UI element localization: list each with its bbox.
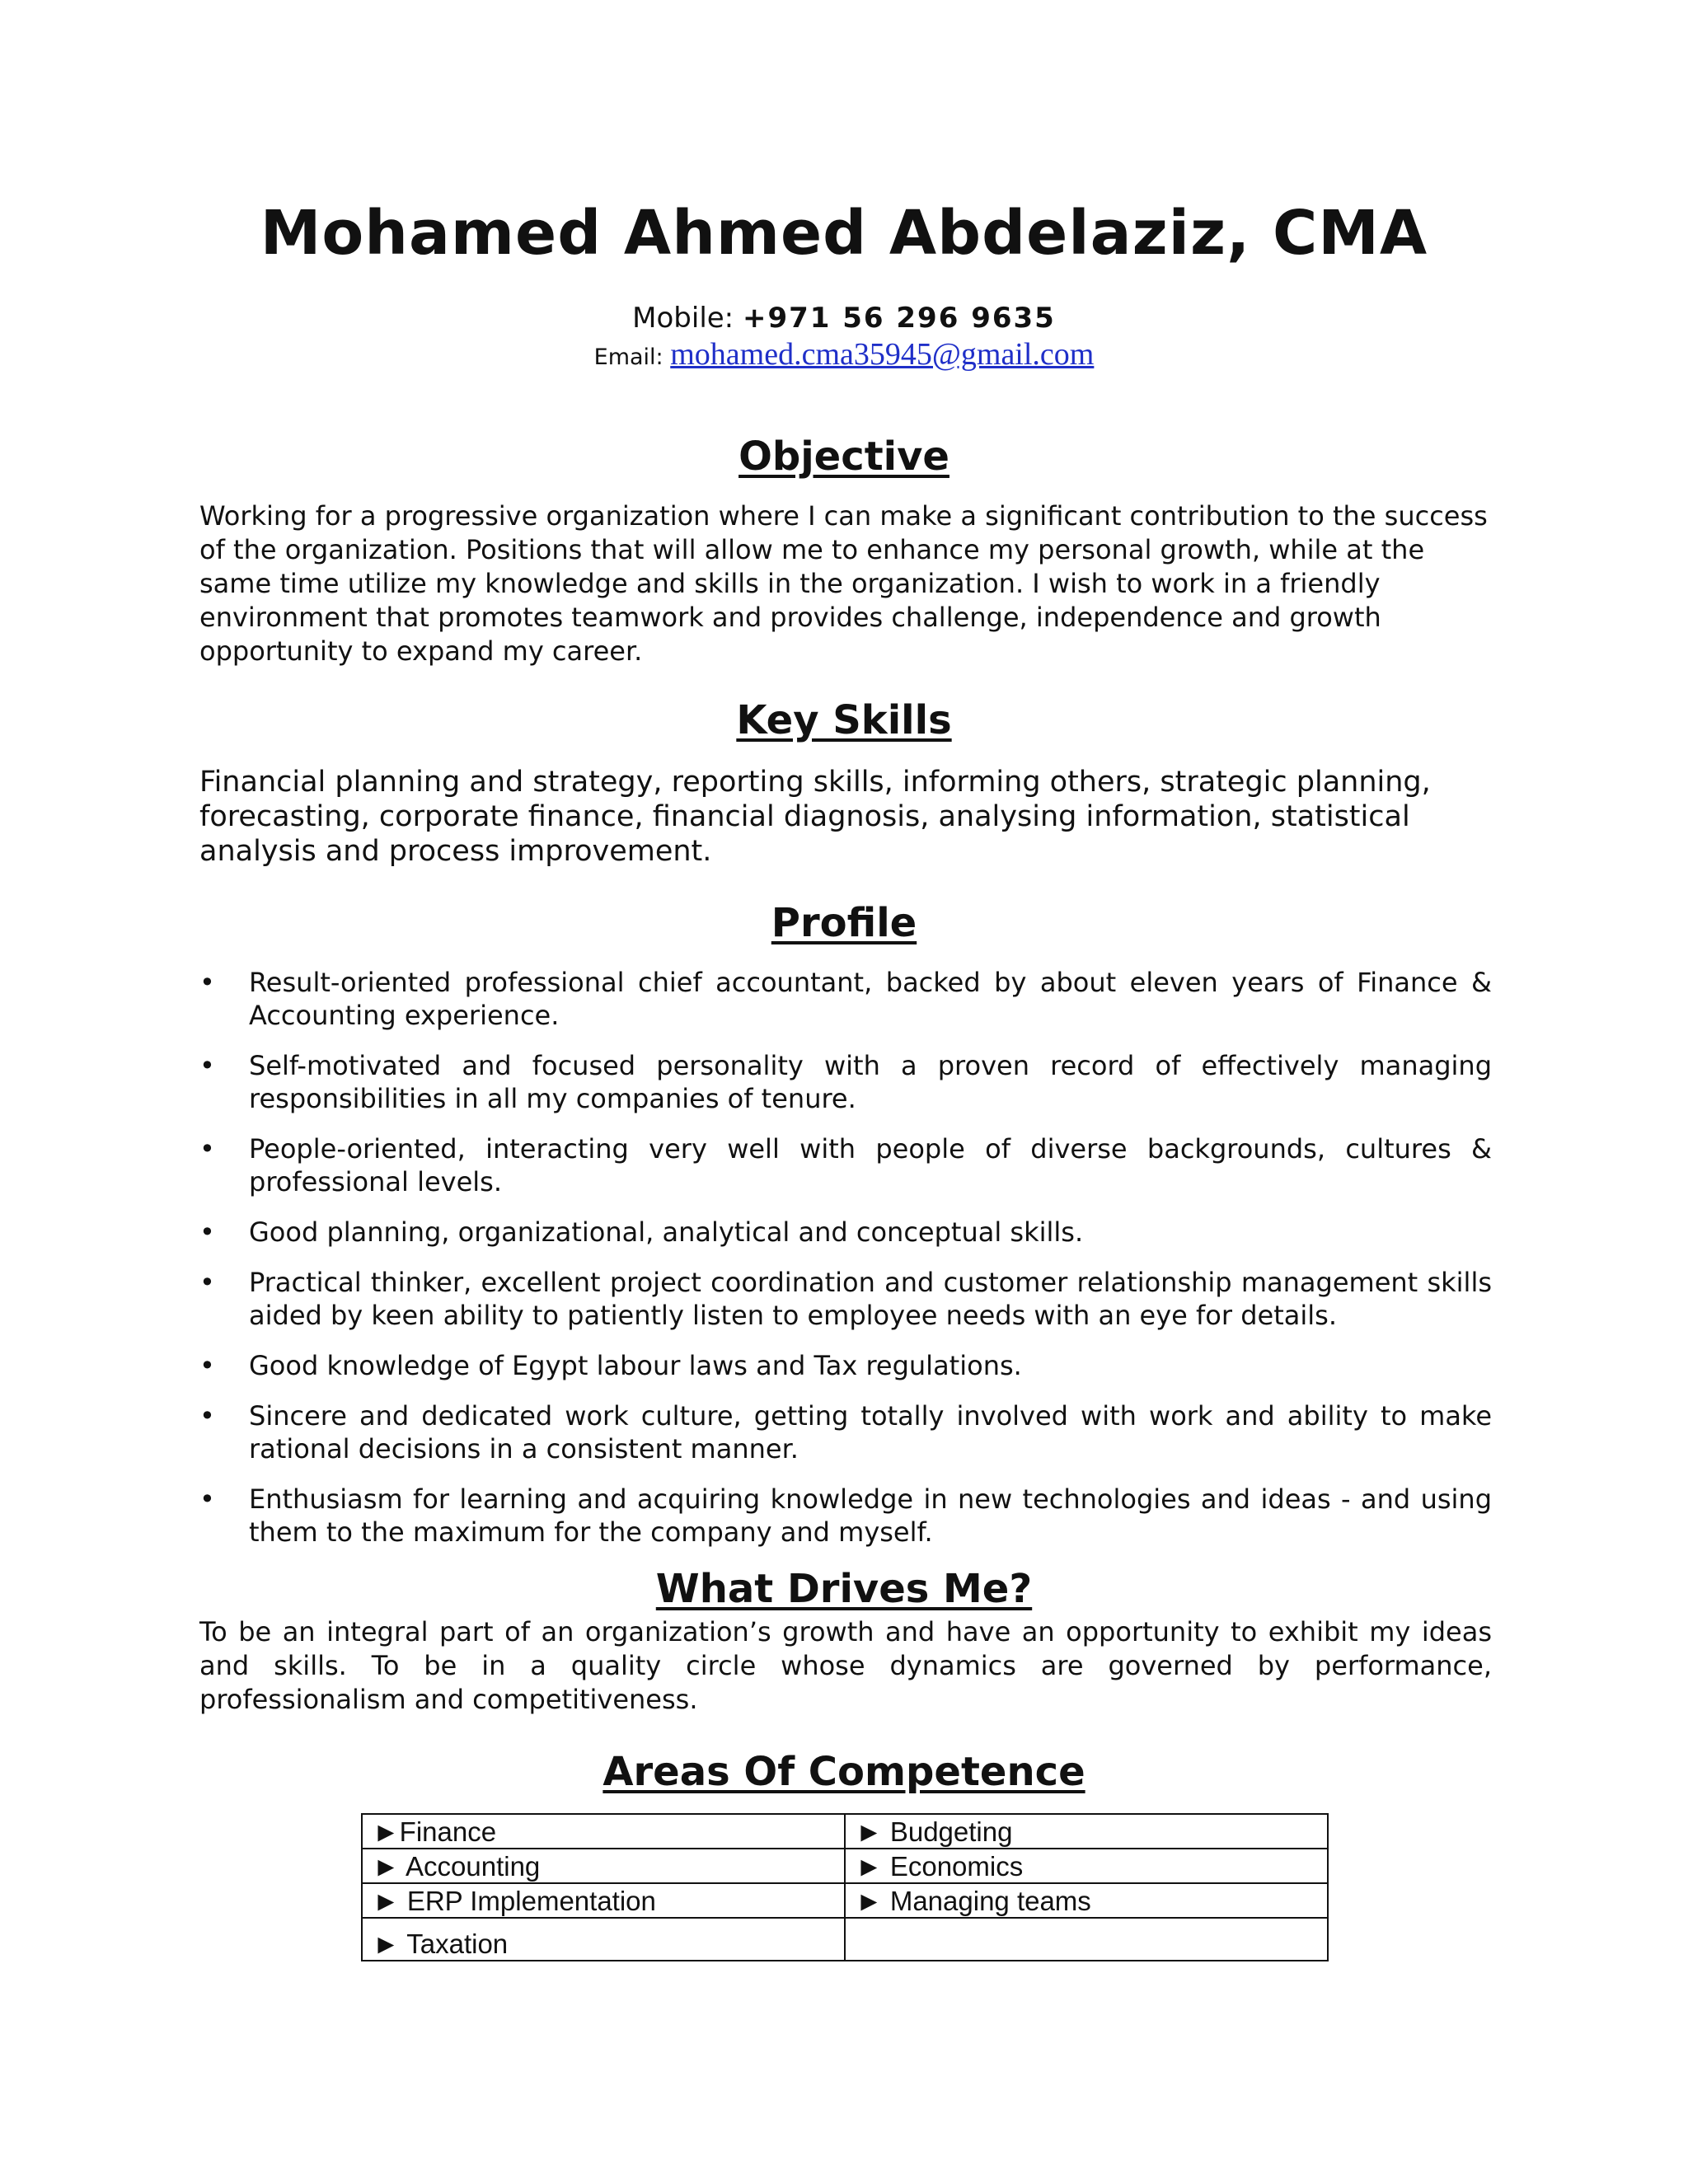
- bullet: •: [199, 1133, 215, 1165]
- key-skills-text: Financial planning and strategy, reporting skills, informing others, strategic planning, forecasting, corporate finance, financial diagnosis, analysing information, statistical analysis and process improvement.: [199, 766, 1431, 868]
- competence-title: Areas Of Competence: [603, 1749, 1085, 1795]
- bullet: •: [199, 1050, 215, 1081]
- profile-item-text: Practical thinker, excellent project coordination and customer relationship management skills aided by keen ability to patiently listen to employee needs with an eye for details.: [249, 1267, 1492, 1331]
- competence-cell: ►Finance: [362, 1814, 845, 1849]
- candidate-name: Mohamed Ahmed Abdelaziz, CMA: [260, 198, 1428, 269]
- competence-cell: ► Budgeting: [845, 1814, 1328, 1849]
- competence-table: [361, 1813, 1329, 1961]
- drives-title: What Drives Me?: [655, 1566, 1033, 1612]
- profile-item-text: Self-motivated and focused personality with a proven record of effectively managing responsibilities in all my companies of tenure.: [249, 1050, 1492, 1114]
- mobile-line: [0, 302, 1688, 335]
- table-row: [362, 1814, 1328, 1849]
- profile-title: Profile: [771, 900, 917, 946]
- bullet: •: [199, 1483, 215, 1515]
- mobile-value: +971 56 296 9635: [742, 302, 1056, 335]
- profile-item: [199, 1216, 1492, 1249]
- competence-cell: ► Taxation: [362, 1918, 845, 1961]
- bullet: •: [199, 967, 215, 998]
- bullet: •: [199, 1216, 215, 1248]
- profile-item-text: Good knowledge of Egypt labour laws and Tax regulations.: [249, 1350, 1022, 1381]
- email-line: [0, 336, 1688, 373]
- profile-item: [199, 1399, 1492, 1465]
- table-row: [362, 1883, 1328, 1918]
- profile-list: [199, 966, 1492, 1566]
- competence-cell: ► Accounting: [362, 1849, 845, 1883]
- email-label: Email:: [593, 344, 663, 370]
- profile-item: [199, 1349, 1492, 1382]
- objective-title: Objective: [738, 434, 950, 480]
- bullet: •: [199, 1350, 215, 1381]
- competence-cell: ► ERP Implementation: [362, 1883, 845, 1918]
- mobile-label: Mobile:: [632, 302, 734, 335]
- profile-item-text: Result-oriented professional chief accountant, backed by about eleven years of Finance & Accounting experience.: [249, 967, 1492, 1031]
- profile-item: [199, 1483, 1492, 1549]
- email-link[interactable]: mohamed.cma35945@gmail.com: [670, 337, 1095, 372]
- competence-cell: ► Managing teams: [845, 1883, 1328, 1918]
- profile-item: [199, 966, 1492, 1032]
- profile-item: [199, 1049, 1492, 1115]
- profile-item-text: Sincere and dedicated work culture, getting totally involved with work and ability to make rational decisions in a consistent manner.: [249, 1400, 1492, 1465]
- table-row: [362, 1849, 1328, 1883]
- competence-cell: [845, 1918, 1328, 1961]
- key-skills-title: Key Skills: [736, 697, 952, 743]
- profile-item: [199, 1132, 1492, 1198]
- competence-cell: ► Economics: [845, 1849, 1328, 1883]
- bullet: •: [199, 1267, 215, 1298]
- profile-item: [199, 1266, 1492, 1332]
- profile-item-text: Enthusiasm for learning and acquiring knowledge in new technologies and ideas - and using them to the maximum for the company and myself.: [249, 1483, 1492, 1548]
- profile-item-text: Good planning, organizational, analytical and conceptual skills.: [249, 1216, 1084, 1248]
- bullet: •: [199, 1400, 215, 1432]
- table-row: [362, 1918, 1328, 1961]
- drives-text: To be an integral part of an organization’s growth and have an opportunity to exhibit my ideas and skills. To be in a quality circle whose dynamics are governed by performance, professionalism and competitiveness.: [199, 1616, 1492, 1715]
- objective-text: Working for a progressive organization where I can make a significant contribution to the success of the organization. Positions that will allow me to enhance my personal growth, while at the same time utilize my knowledge and skills in the organization. I wish to work in a friendly environment that promotes teamwork and provides challenge, independence and growth opportunity to expand my career.: [199, 500, 1488, 667]
- profile-item-text: People-oriented, interacting very well with people of diverse backgrounds, cultures & professional levels.: [249, 1133, 1492, 1197]
